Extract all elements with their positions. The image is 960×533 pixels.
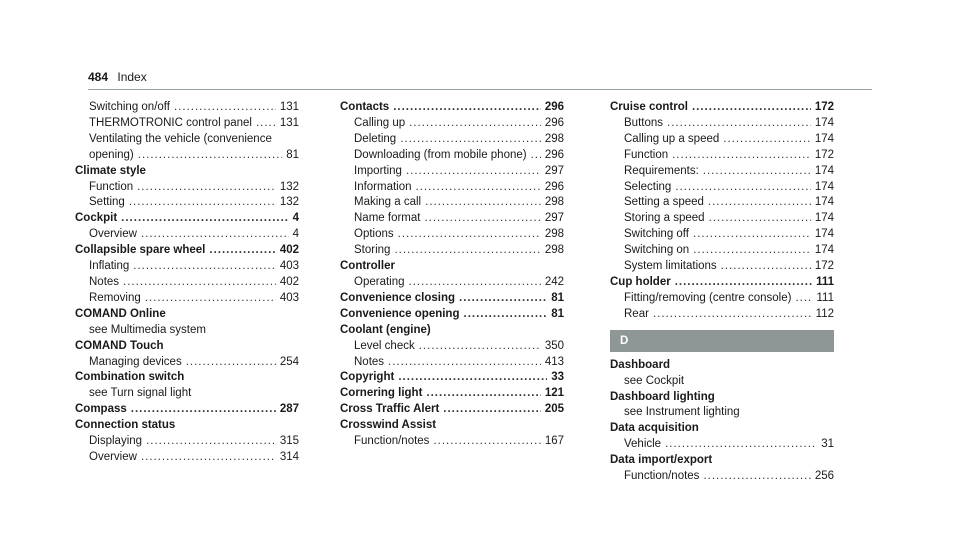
dot-leader — [133, 259, 276, 275]
index-subentry — [75, 180, 299, 196]
dot-leader — [693, 227, 811, 243]
index-cross-reference — [610, 374, 834, 390]
index-column-3 — [610, 100, 834, 485]
index-entry — [75, 211, 299, 227]
entry-text: Storing — [354, 244, 391, 257]
index-entry — [75, 339, 299, 355]
index-entry — [610, 421, 834, 437]
dot-leader — [795, 291, 812, 307]
page-number: 484 — [88, 70, 109, 84]
entry-text: Name format — [354, 212, 421, 225]
entry-text: Overview — [89, 228, 137, 241]
index-subentry — [75, 450, 299, 466]
entry-text: Calling up — [354, 116, 406, 129]
entry-text: Rear — [624, 307, 649, 320]
page-header — [88, 70, 147, 84]
index-subentry — [340, 434, 564, 450]
index-subentry — [610, 259, 834, 275]
index-subentry — [340, 148, 564, 164]
dot-leader — [709, 211, 811, 227]
index-cross-reference — [610, 405, 834, 421]
entry-text: COMAND Online — [75, 307, 166, 320]
page-reference: 174 — [814, 132, 834, 145]
dot-leader — [123, 275, 276, 291]
entry-text: Data acquisition — [610, 422, 699, 435]
entry-text: Switching on — [624, 244, 690, 257]
entry-text: Crosswind Assist — [340, 419, 437, 432]
entry-text: Coolant (engine) — [340, 323, 431, 336]
index-entry — [75, 164, 299, 180]
page-reference: 4 — [292, 212, 299, 225]
index-entry — [75, 370, 299, 386]
index-entry — [610, 275, 834, 291]
index-subentry — [75, 132, 299, 148]
page-reference: 111 — [816, 291, 834, 304]
page-reference: 174 — [814, 228, 834, 241]
entry-text: Removing — [89, 291, 141, 304]
index-subentry — [340, 211, 564, 227]
entry-text: Climate style — [75, 164, 146, 177]
index-subentry — [75, 291, 299, 307]
dot-leader — [425, 195, 541, 211]
page-reference: 256 — [814, 470, 834, 483]
index-subentry — [340, 339, 564, 355]
page-reference: 287 — [279, 403, 299, 416]
entry-text: Downloading (from mobile phone) — [354, 148, 527, 161]
header-rule — [88, 89, 872, 90]
entry-text: Managing devices — [89, 355, 182, 368]
index-entry — [610, 453, 834, 469]
page-reference: 81 — [286, 148, 299, 161]
entry-text: Contacts — [340, 101, 390, 113]
dot-leader — [692, 100, 811, 116]
page-reference: 296 — [544, 148, 564, 161]
dot-leader — [708, 195, 811, 211]
index-subentry — [610, 227, 834, 243]
entry-text: Setting — [89, 196, 125, 209]
page-reference: 413 — [544, 355, 564, 368]
entry-text: Vehicle — [624, 438, 662, 451]
index-cross-reference — [75, 386, 299, 402]
entry-text: Copyright — [340, 371, 395, 384]
dot-leader — [121, 211, 288, 227]
index-subentry — [340, 355, 564, 371]
index-entry — [340, 100, 564, 116]
dot-leader — [459, 291, 547, 307]
page-reference: 298 — [544, 244, 564, 257]
dot-leader — [256, 116, 276, 132]
entry-text: Cross Traffic Alert — [340, 403, 440, 416]
index-entry — [340, 370, 564, 386]
page-reference: 298 — [544, 132, 564, 145]
index-entry — [340, 259, 564, 275]
dot-leader — [419, 339, 541, 355]
index-subentry — [610, 437, 834, 453]
entry-text: Combination switch — [75, 371, 185, 384]
page-reference: 111 — [816, 275, 834, 288]
index-subentry — [75, 116, 299, 132]
dot-leader — [464, 307, 548, 323]
entry-text: Controller — [340, 260, 395, 273]
page-title: Index — [117, 70, 147, 84]
page-reference: 298 — [544, 196, 564, 209]
entry-text: see Instrument lighting — [624, 406, 740, 419]
dot-leader — [141, 227, 289, 243]
index-entry — [340, 418, 564, 434]
index-entry — [75, 243, 299, 259]
page-reference: 403 — [279, 291, 299, 304]
page-reference: 132 — [279, 180, 299, 193]
dot-leader — [129, 195, 276, 211]
dot-leader — [703, 164, 811, 180]
dot-leader — [653, 307, 812, 323]
dot-leader — [398, 370, 547, 386]
page-reference: 81 — [551, 291, 564, 304]
entry-text: Switching off — [624, 228, 689, 241]
entry-text: Convenience closing — [340, 291, 456, 304]
page-reference: 298 — [544, 228, 564, 241]
page-reference: 296 — [544, 101, 564, 113]
entry-text: Ventilating the vehicle (convenience — [89, 132, 272, 145]
page-reference: 33 — [551, 371, 564, 384]
entry-text: Function — [89, 180, 134, 193]
entry-text: Requirements: — [624, 164, 699, 177]
index-cross-reference — [75, 323, 299, 339]
entry-text: Cockpit — [75, 212, 118, 225]
dot-leader — [409, 275, 541, 291]
entry-text: Function — [624, 148, 669, 161]
index-column-2 — [340, 100, 564, 450]
entry-text: Setting a speed — [624, 196, 704, 209]
page-reference: 131 — [279, 116, 299, 129]
page-reference: 402 — [279, 275, 299, 288]
dot-leader — [400, 132, 541, 148]
index-subentry — [610, 132, 834, 148]
page-reference: 174 — [814, 212, 834, 225]
entry-text: Level check — [354, 339, 415, 352]
entry-text: Importing — [354, 164, 402, 177]
index-subentry — [610, 469, 834, 485]
index-entry — [340, 386, 564, 402]
index-subentry — [75, 227, 299, 243]
entry-text: Switching on/off — [89, 101, 170, 113]
entry-text: Displaying — [89, 435, 143, 448]
entry-text: COMAND Touch — [75, 339, 164, 352]
page-reference: 242 — [544, 275, 564, 288]
dot-leader — [141, 450, 276, 466]
entry-text: Notes — [354, 355, 385, 368]
page-reference: 174 — [814, 244, 834, 257]
entry-text: Selecting — [624, 180, 672, 193]
index-subentry — [610, 148, 834, 164]
entry-text: Making a call — [354, 196, 422, 209]
dot-leader — [131, 402, 276, 418]
entry-text: see Multimedia system — [89, 323, 206, 336]
page-reference: 174 — [814, 196, 834, 209]
index-subentry — [75, 259, 299, 275]
index-entry — [75, 402, 299, 418]
index-subentry — [340, 227, 564, 243]
dot-leader — [394, 243, 540, 259]
index-subentry — [610, 307, 834, 323]
entry-text: Buttons — [624, 116, 663, 129]
dot-leader — [531, 148, 541, 164]
entry-text: opening) — [89, 148, 134, 161]
index-subentry — [340, 243, 564, 259]
dot-leader — [721, 259, 811, 275]
entry-text: see Turn signal light — [89, 387, 192, 400]
page-reference: 402 — [279, 244, 299, 257]
dot-leader — [388, 355, 541, 371]
page-reference: 297 — [544, 212, 564, 225]
page-reference: 314 — [279, 450, 299, 463]
index-entry — [340, 307, 564, 323]
page-reference: 172 — [814, 148, 834, 161]
entry-text: Information — [354, 180, 412, 193]
entry-text: Dashboard lighting — [610, 390, 715, 403]
entry-text: Inflating — [89, 260, 130, 273]
page-reference: 132 — [279, 196, 299, 209]
page-reference: 403 — [279, 260, 299, 273]
page-reference: 174 — [814, 180, 834, 193]
index-subentry — [340, 116, 564, 132]
index-subentry — [340, 275, 564, 291]
page-reference: 205 — [544, 403, 564, 416]
dot-leader — [672, 148, 811, 164]
dot-leader — [186, 355, 276, 371]
entry-text: Cornering light — [340, 387, 423, 400]
index-subentry — [610, 180, 834, 196]
dot-leader — [693, 243, 811, 259]
dot-leader — [416, 180, 541, 196]
entry-text: Dashboard — [610, 358, 671, 371]
index-entry — [340, 402, 564, 418]
index-entry — [610, 390, 834, 406]
page-reference: 315 — [279, 435, 299, 448]
dot-leader — [424, 211, 540, 227]
entry-text: Data import/export — [610, 454, 713, 467]
page-reference: 121 — [544, 387, 564, 400]
dot-leader — [174, 100, 276, 116]
page-reference: 350 — [544, 339, 564, 352]
entry-text: System limitations — [624, 260, 717, 273]
page-reference: 172 — [814, 260, 834, 273]
dot-leader — [667, 116, 811, 132]
index-entry — [340, 291, 564, 307]
dot-leader — [409, 116, 541, 132]
dot-leader — [398, 227, 541, 243]
index-subentry — [610, 291, 834, 307]
index-subentry — [340, 195, 564, 211]
index-column-1 — [75, 100, 299, 466]
index-subentry — [340, 164, 564, 180]
index-entry — [610, 358, 834, 374]
entry-text: Deleting — [354, 132, 397, 145]
index-subentry — [75, 355, 299, 371]
page-reference: 172 — [814, 101, 834, 113]
entry-text: Calling up a speed — [624, 132, 720, 145]
page-reference: 167 — [544, 435, 564, 448]
page-reference: 296 — [544, 116, 564, 129]
index-entry — [75, 418, 299, 434]
index-subentry — [75, 100, 299, 116]
dot-leader — [723, 132, 811, 148]
dot-leader — [145, 291, 276, 307]
page-reference: 81 — [551, 307, 564, 320]
page-reference: 112 — [815, 307, 834, 320]
index-entry — [75, 307, 299, 323]
dot-leader — [443, 402, 541, 418]
entry-text: Convenience opening — [340, 307, 460, 320]
entry-text: Storing a speed — [624, 212, 705, 225]
entry-text: Connection status — [75, 419, 176, 432]
page-reference: 174 — [814, 116, 834, 129]
entry-text: Options — [354, 228, 394, 241]
index-entry — [340, 323, 564, 339]
index-subentry — [610, 243, 834, 259]
entry-text: THERMOTRONIC control panel — [89, 116, 252, 129]
entry-text: Operating — [354, 275, 405, 288]
dot-leader — [209, 243, 275, 259]
page-reference: 31 — [821, 438, 834, 451]
page-reference: 131 — [279, 101, 299, 113]
index-subentry — [610, 116, 834, 132]
index-subentry — [340, 180, 564, 196]
entry-text: Cruise control — [610, 101, 688, 113]
dot-leader — [393, 100, 541, 116]
dot-leader — [703, 469, 810, 485]
entry-text: Notes — [89, 275, 120, 288]
page-reference: 174 — [814, 164, 834, 177]
dot-leader — [665, 437, 817, 453]
entry-text: Compass — [75, 403, 127, 416]
index-subentry — [610, 211, 834, 227]
index-letter-heading: D — [610, 330, 834, 352]
dot-leader — [675, 275, 812, 291]
entry-text: Function/notes — [624, 470, 700, 483]
dot-leader — [426, 386, 540, 402]
entry-text: Cup holder — [610, 275, 671, 288]
index-subentry — [340, 132, 564, 148]
entry-text: Overview — [89, 450, 137, 463]
page-reference: 297 — [544, 164, 564, 177]
dot-leader — [433, 434, 540, 450]
entry-text: Collapsible spare wheel — [75, 244, 206, 257]
entry-text: see Cockpit — [624, 374, 685, 387]
dot-leader — [675, 180, 811, 196]
dot-leader — [406, 164, 541, 180]
index-subentry — [75, 148, 299, 164]
index-subentry — [610, 164, 834, 180]
index-subentry — [75, 195, 299, 211]
index-subentry — [610, 195, 834, 211]
dot-leader — [137, 180, 276, 196]
index-subentry — [75, 275, 299, 291]
entry-text: Fitting/removing (centre console) — [624, 291, 792, 304]
dot-leader — [138, 148, 282, 164]
page-reference: 254 — [279, 355, 299, 368]
page-reference: 296 — [544, 180, 564, 193]
index-subentry — [75, 434, 299, 450]
index-entry — [610, 100, 834, 116]
page-reference: 4 — [292, 228, 299, 241]
entry-text: Function/notes — [354, 435, 430, 448]
dot-leader — [146, 434, 276, 450]
